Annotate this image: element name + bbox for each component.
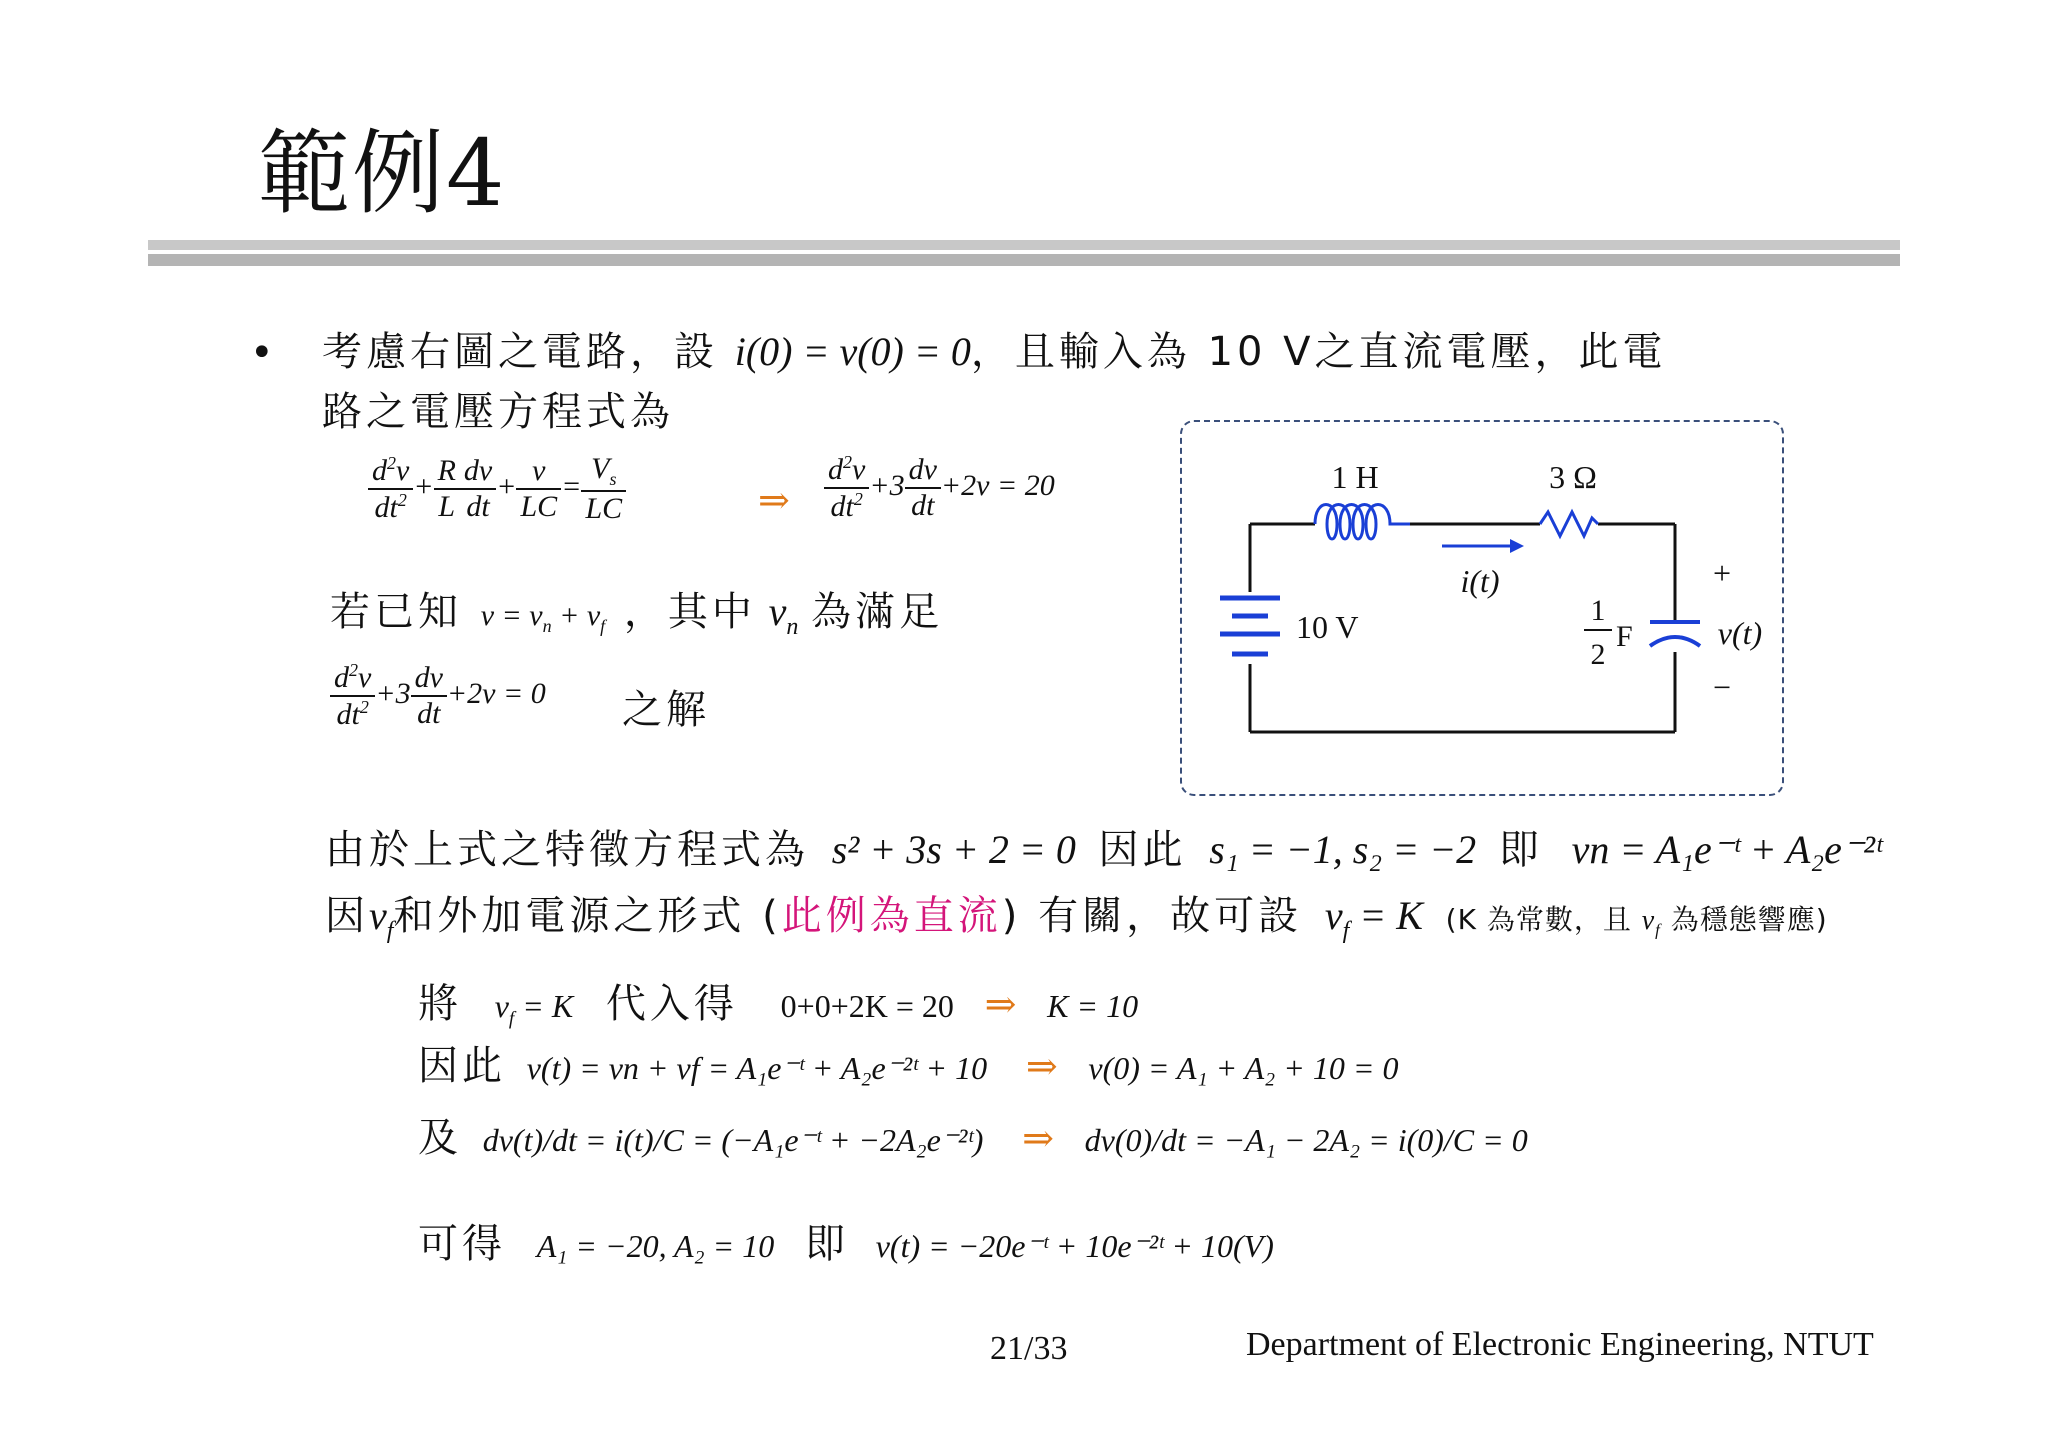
- dc-highlight: 此例為直流: [781, 893, 1002, 939]
- step-derivative: [418, 1106, 1528, 1163]
- inductor-label: 1 H: [1331, 459, 1379, 495]
- intro-line-1: [322, 322, 1822, 382]
- step1-a: 將: [418, 981, 462, 1027]
- step3-eq: dv(t)/dt = i(t)/C = (−A₁e⁻ᵗ + −2A₂e⁻²ᵗ): [482, 1122, 984, 1158]
- differential-equation-general: $\frac{d^2v}{dt^2}$ + $\frac{R}{L}$ $\frac{dv}{dt}$ + $\frac{v}{LC}$ = $\frac{V_s}{LC}$: [368, 452, 626, 526]
- bullet: •: [250, 330, 274, 376]
- step3-result: dv(0)/dt = −A₁ − 2A₂ = i(0)/C = 0: [1084, 1122, 1528, 1158]
- slide-title: 範例4: [258, 120, 507, 227]
- char-ji: 即: [1498, 827, 1543, 873]
- final-solution: v(t) = −20e⁻ᵗ + 10e⁻²ᵗ + 10(V): [875, 1228, 1274, 1264]
- step-final: [418, 1212, 1274, 1269]
- voltage-minus: −: [1712, 669, 1732, 705]
- capacitance-denominator: 2: [1590, 638, 1606, 671]
- step4-eq: A₁ = −20, A₂ = 10: [536, 1228, 775, 1264]
- voltage-label: v(t): [1717, 615, 1763, 651]
- implies-arrow-3: ⇒: [1025, 1044, 1058, 1088]
- forced-response-line: [325, 884, 1828, 945]
- rlc-circuit-diagram: [1180, 420, 1780, 792]
- vf-note-symbol: $v_f$: [1641, 905, 1661, 940]
- natural-response: vn = A₁e⁻ᵗ + A₂e⁻²ᵗ: [1571, 827, 1882, 872]
- vf-assumption: $v_f = K$: [1324, 893, 1423, 944]
- step1-result: K = 10: [1047, 988, 1139, 1024]
- step2-eq: v(t) = vn + vf = A₁e⁻ᵗ + A₂e⁻²ᵗ + 10: [526, 1050, 988, 1086]
- page-number: 21/33: [990, 1330, 1068, 1367]
- vf-line-a: 因: [325, 893, 369, 939]
- title-rule-top: [148, 240, 1900, 250]
- solution-label: 之解: [622, 687, 710, 733]
- resistor-symbol: [1540, 512, 1598, 536]
- known-suffix: 為滿足: [811, 589, 944, 635]
- homogeneous-equation: $\frac{d^2v}{dt^2}$ +3 $\frac{dv}{dt}$ +2v = 0: [330, 660, 546, 732]
- step1-calc: 0+0+2K = 20: [780, 988, 954, 1024]
- implies-arrow-2: ⇒: [984, 982, 1017, 1026]
- initial-condition: i(0) = v(0) = 0: [734, 329, 971, 374]
- vf-note: [1445, 903, 1828, 940]
- step-substitute: [418, 972, 1138, 1030]
- step4-b: 即: [804, 1221, 849, 1267]
- known-mid: ，其中: [623, 589, 756, 635]
- step-general-solution: [418, 1034, 1398, 1091]
- step4-a: 可得: [418, 1221, 506, 1267]
- department-footer: Department of Electronic Engineering, NTUT: [1246, 1326, 1874, 1363]
- capacitance-unit: F: [1616, 620, 1633, 653]
- step2-result: v(0) = A₁ + A₂ + 10 = 0: [1088, 1050, 1399, 1086]
- implies-arrow-1: ⇒: [758, 478, 790, 522]
- char-prefix: 由於上式之特徵方程式為: [325, 827, 809, 873]
- step2-a: 因此: [418, 1043, 506, 1089]
- char-roots: s₁ = −1, s₂ = −2: [1209, 827, 1477, 872]
- intro-line-2: 路之電壓方程式為: [322, 389, 674, 435]
- source-label: 10 V: [1296, 609, 1359, 645]
- characteristic-line: [325, 818, 1882, 875]
- vf-line-b: 和外加電源之形式 (: [393, 893, 782, 939]
- voltage-plus: +: [1712, 555, 1732, 591]
- vn-symbol: $v_n$: [768, 589, 799, 640]
- known-prefix: 若已知: [330, 589, 462, 635]
- resistor-label: 3 Ω: [1549, 459, 1597, 495]
- implies-arrow-4: ⇒: [1022, 1116, 1054, 1160]
- vf-note-a: (K 為常數，且: [1445, 903, 1642, 936]
- title-rule-bottom: [148, 254, 1900, 266]
- current-label: i(t): [1460, 563, 1500, 599]
- char-equation: s² + 3s + 2 = 0: [831, 827, 1076, 872]
- step3-a: 及: [418, 1115, 462, 1161]
- intro-text-a: 考慮右圖之電路，設: [322, 329, 735, 375]
- step1-b: 代入得: [605, 981, 738, 1027]
- capacitance-numerator: 1: [1590, 594, 1606, 627]
- known-line: [330, 580, 943, 641]
- battery-symbol: [1220, 598, 1280, 654]
- capacitor-symbol: [1650, 622, 1700, 646]
- inductor-symbol: [1315, 505, 1410, 540]
- vf-line-c: ) 有關，故可設: [1001, 893, 1303, 939]
- current-arrow: [1442, 539, 1524, 553]
- differential-equation-specific: $\frac{d^2v}{dt^2}$ +3 $\frac{dv}{dt}$ +2v = 20: [824, 452, 1055, 524]
- v-decomposition: $v = v_n + v_f$: [480, 599, 606, 636]
- step1-eq: $v_f = K$: [494, 988, 574, 1030]
- char-mid: 因此: [1098, 827, 1187, 873]
- intro-text-b: ，且輸入為 10 V之直流電壓，此電: [970, 329, 1667, 375]
- vf-symbol: $v_f$: [369, 893, 394, 944]
- vf-note-b: 為穩態響應): [1660, 903, 1828, 936]
